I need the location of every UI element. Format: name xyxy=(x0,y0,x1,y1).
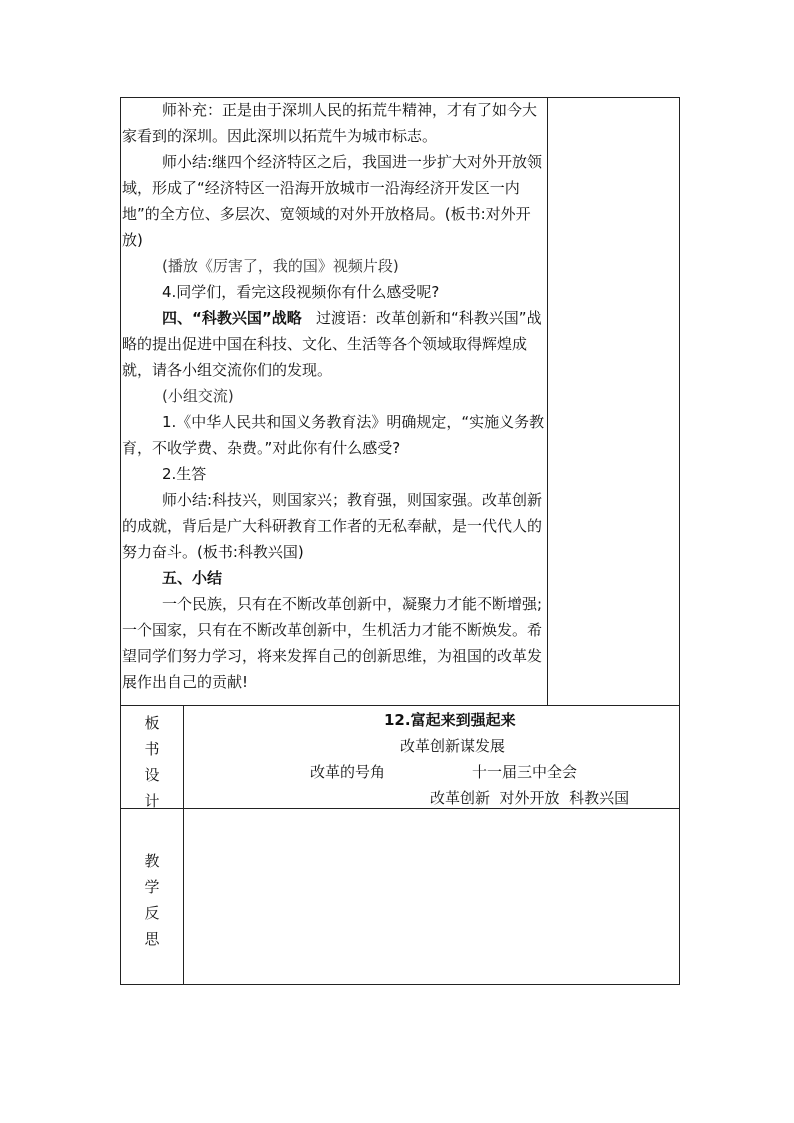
label-char: 计 xyxy=(144,792,160,810)
paragraph: 1.《中华人民共和国义务教育法》明确规定，“实施义务教育，不收学费、杂费。”对此你有什么感受? xyxy=(122,413,545,457)
board-subtitle: 改革创新谋发展 xyxy=(400,737,506,755)
paragraph: 4.同学们，看完这段视频你有什么感受呢? xyxy=(162,283,440,301)
paragraph: 一个民族，只有在不断改革创新中，凝聚力才能不断增强;一个国家，只有在不断改革创新中，生机活力才能不断焕发。希望同学们努力学习，将来发挥自己的创新思维，为祖国的改革发展作出自己的贡献! xyxy=(122,595,543,691)
board-design-label xyxy=(120,710,184,814)
section-4 xyxy=(122,305,546,383)
board-left-item: 改革的号角 xyxy=(310,763,386,781)
reflection-label xyxy=(120,848,184,952)
board-design xyxy=(184,706,680,808)
label-char: 设 xyxy=(144,766,160,784)
label-char: 思 xyxy=(144,930,160,948)
board-bottom-items: 改革创新 对外开放 科教兴国 xyxy=(430,789,630,807)
paragraph: (播放《厉害了，我的国》视频片段) xyxy=(162,257,399,275)
label-char: 教 xyxy=(144,852,160,870)
table-divider xyxy=(120,808,680,809)
section-text: 过渡语：改革创新和“科教兴国”战略的提出促进中国在科技、文化、生活等各个领域取得辉煌成就，请各小组交流你们的发现。 xyxy=(122,309,542,379)
board-right-item: 十一届三中全会 xyxy=(472,763,578,781)
label-char: 反 xyxy=(144,904,160,922)
label-char: 板 xyxy=(144,714,160,732)
paragraph: 师补充：正是由于深圳人民的拓荒牛精神，才有了如今大家看到的深圳。因此深圳以拓荒牛为城市标志。 xyxy=(122,101,538,145)
section-heading: 四、“科教兴国”战略 xyxy=(162,309,302,327)
paragraph: 2.生答 xyxy=(162,465,207,483)
section-heading: 五、小结 xyxy=(162,569,223,587)
lesson-content xyxy=(122,97,546,695)
paragraph: (小组交流) xyxy=(162,387,234,405)
table-divider xyxy=(547,97,548,706)
label-char: 书 xyxy=(144,740,160,758)
paragraph: 师小结:继四个经济特区之后，我国进一步扩大对外开放领域，形成了“经济特区一沿海开放城市一沿海经济开发区一内地”的全方位、多层次、宽领域的对外开放格局。(板书:对外开放) xyxy=(122,153,543,249)
board-title: 12.富起来到强起来 xyxy=(384,711,516,729)
label-char: 学 xyxy=(144,878,160,896)
paragraph: 师小结:科技兴，则国家兴；教育强，则国家强。改革创新的成就，背后是广大科研教育工作者的无私奉献，是一代代人的努力奋斗。(板书:科教兴国) xyxy=(122,491,543,561)
